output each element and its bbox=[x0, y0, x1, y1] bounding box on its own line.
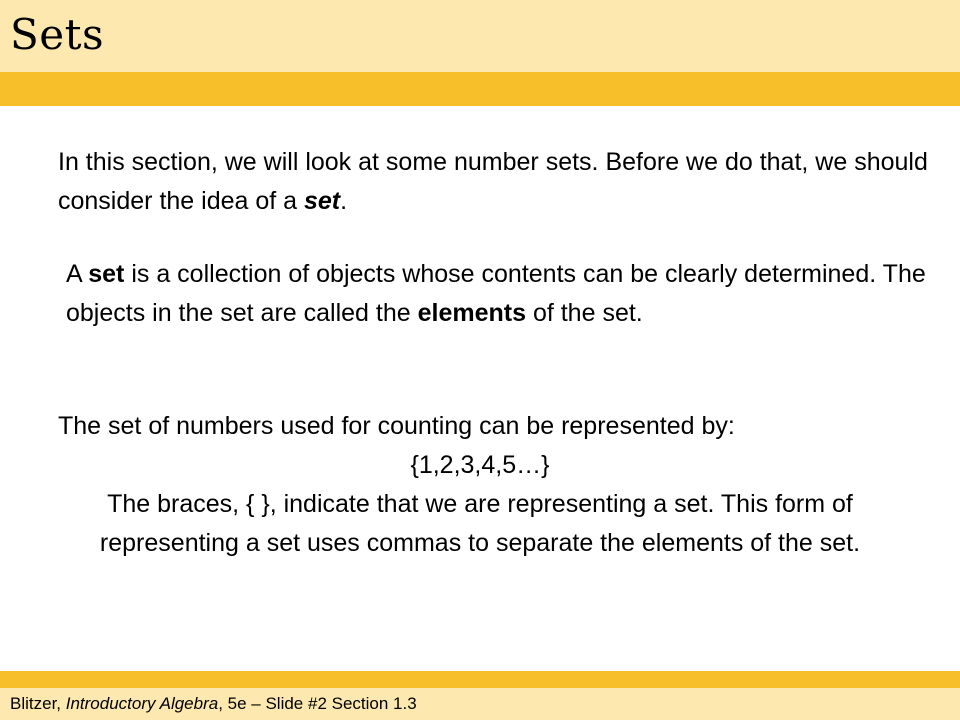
set-example: {1,2,3,4,5…} bbox=[410, 451, 550, 479]
definition-text-c: of the set. bbox=[526, 299, 643, 327]
footer-book-title: Introductory Algebra bbox=[65, 694, 219, 713]
braces-explanation: The braces, { }, indicate that we are representing a set. This form of representing a set uses commas to separate the elements of the set. bbox=[99, 490, 861, 557]
footer-accent-bar bbox=[0, 671, 960, 688]
definition-text-b: is a collection of objects whose contents can be clearly determined. The objects in the set are called the bbox=[66, 260, 926, 327]
definition-term-set: set bbox=[88, 260, 125, 288]
definition-text-a: A bbox=[66, 260, 89, 288]
footer-author: Blitzer, bbox=[10, 694, 66, 713]
title-band bbox=[0, 0, 960, 72]
definition-term-elements: elements bbox=[417, 299, 526, 327]
footer-citation bbox=[10, 694, 417, 714]
intro-emphasis-set: set bbox=[304, 187, 341, 215]
intro-period: . bbox=[340, 187, 348, 215]
intro-paragraph bbox=[58, 143, 938, 221]
title-accent-bar bbox=[0, 72, 960, 106]
definition-paragraph bbox=[66, 255, 941, 333]
counting-numbers-paragraph: The set of numbers used for counting can be represented by: bbox=[58, 412, 735, 440]
footer-slide-info: , 5e – Slide #2 Section 1.3 bbox=[218, 694, 417, 713]
slide-title: Sets bbox=[10, 10, 105, 59]
intro-text: In this section, we will look at some number sets. Before we do that, we should consider the idea of a bbox=[58, 148, 928, 215]
